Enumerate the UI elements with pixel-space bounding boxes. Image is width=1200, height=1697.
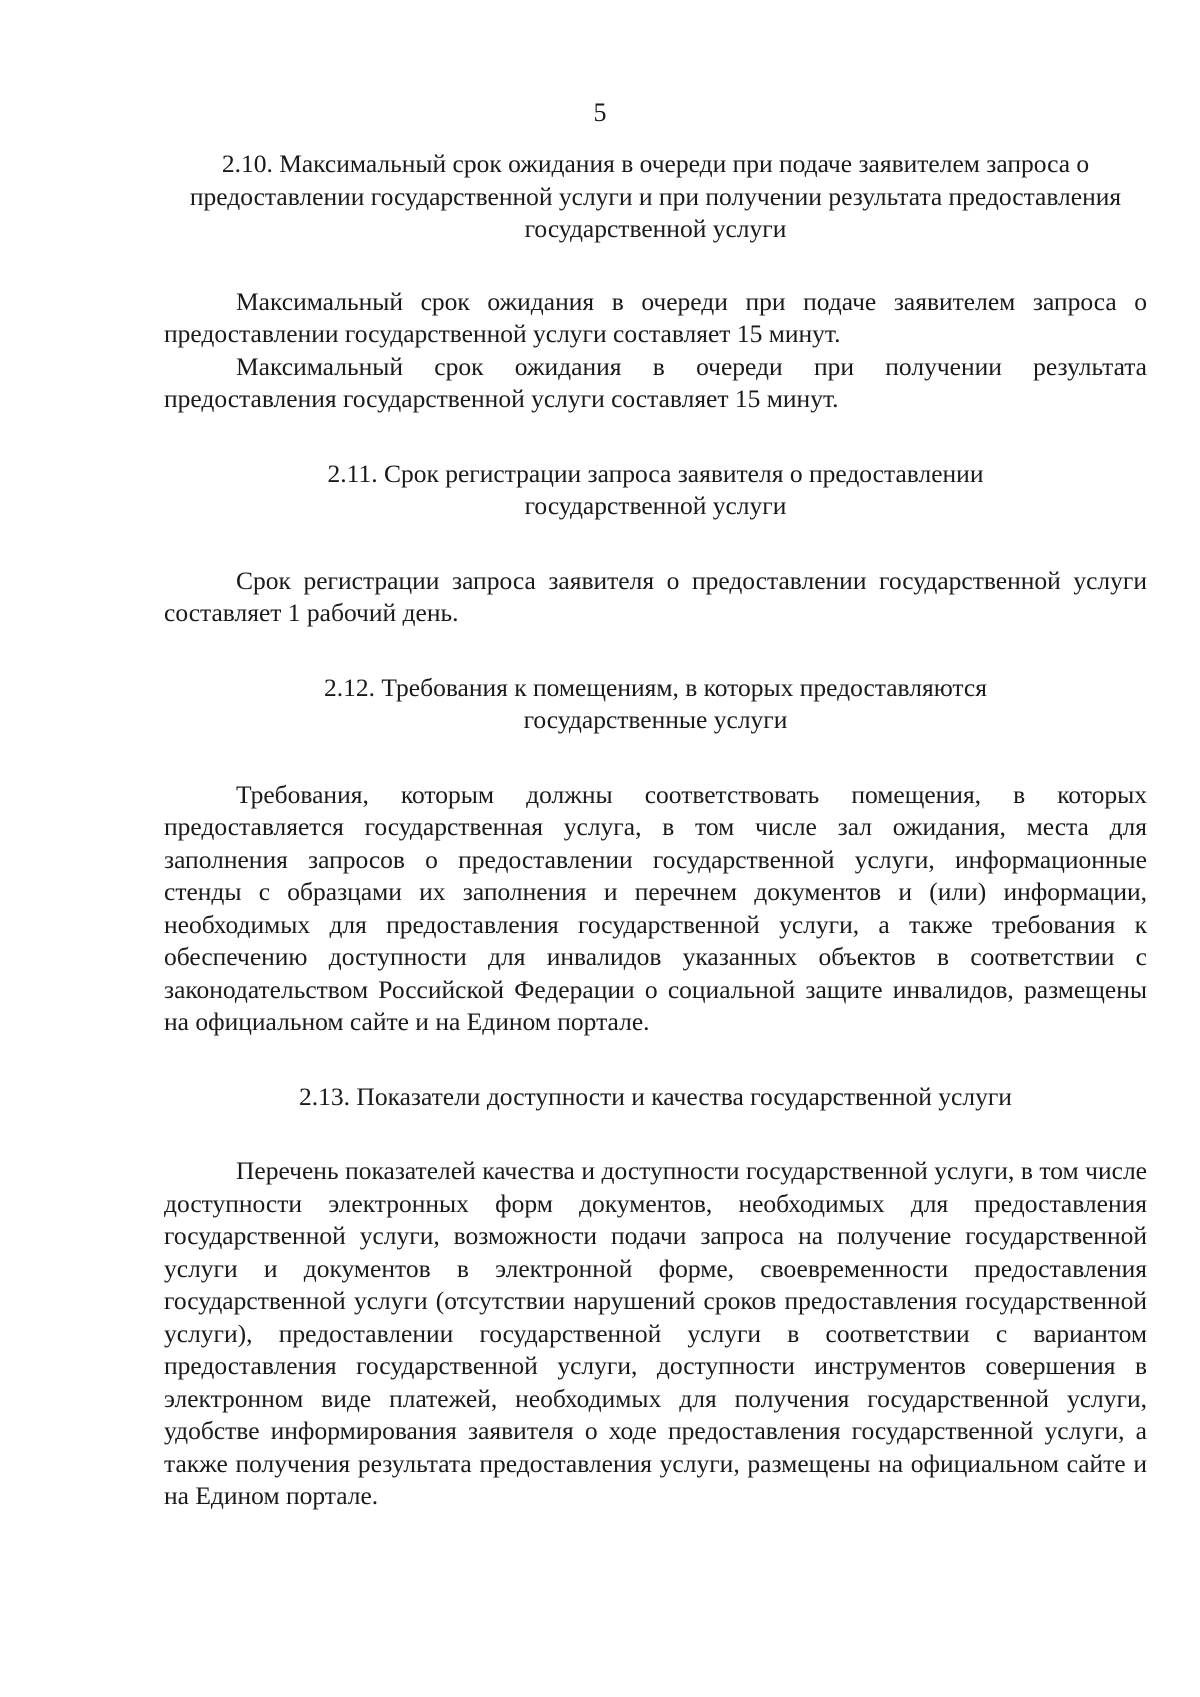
document-body — [164, 148, 1147, 1513]
paragraph-2-11-registration: Срок регистрации запроса заявителя о предоставлении государственной услуги составляет 1 рабочий день. — [164, 565, 1147, 627]
page-number: 5 — [593, 98, 607, 127]
paragraph-2-12-premises: Требования, которым должны соответствовать помещения, в которых предоставляется государственная услуга, в том числе зал ожидания, места для заполнения запросов о предоставлении государственной услуги, информационные стенды с образцами их заполнения и перечнем документов и (или) информации, необходимых для предоставления государственной услуги, а также требования к обеспечению доступности для инвалидов указанных объектов в соответствии с законодательством Российской Федерации о социальной защите инвалидов, размещены на официальном сайте и на Едином портале. — [164, 779, 1147, 1036]
section-heading-2-13: 2.13. Показатели доступности и качества государственной услуги — [299, 1081, 1012, 1111]
section-heading-2-10: 2.10. Максимальный срок ожидания в очереди при подаче заявителем запроса о предоставлении государственной услуги и при получении результата предоставления государственной услуги — [189, 149, 1122, 243]
paragraph-2-10-queue-result: Максимальный срок ожидания в очереди при получении результата предоставления государственной услуги составляет 15 минут. — [164, 351, 1147, 413]
paragraph-2-13-quality-indicators: Перечень показателей качества и доступности государственной услуги, в том числе доступности электронных форм документов, необходимых для предоставления государственной услуги, возможности подачи запроса на получение государственной услуги и документов в электронной форме, своевременности предоставления государственной услуги (отсутствии нарушений сроков предоставления государственной услуги), предоставлении государственной услуги в соответствии с вариантом предоставления государственной услуги, доступности инструментов совершения в электронном виде платежей, необходимых для получения государственной услуги, удобстве информирования заявителя о ходе предоставления государственной услуги, а также получения результата предоставления услуги, размещены на официальном сайте и на Едином портале. — [164, 1156, 1147, 1510]
section-heading-2-11: 2.11. Срок регистрации запроса заявителя о предоставлении государственной услуги — [327, 458, 984, 520]
section-heading-2-12: 2.12. Требования к помещениям, в которых предоставляются государственные услуги — [324, 672, 987, 734]
paragraph-2-10-queue-submission: Максимальный срок ожидания в очереди при подаче заявителем запроса о предоставлении государственной услуги составляет 15 минут. — [164, 286, 1147, 348]
